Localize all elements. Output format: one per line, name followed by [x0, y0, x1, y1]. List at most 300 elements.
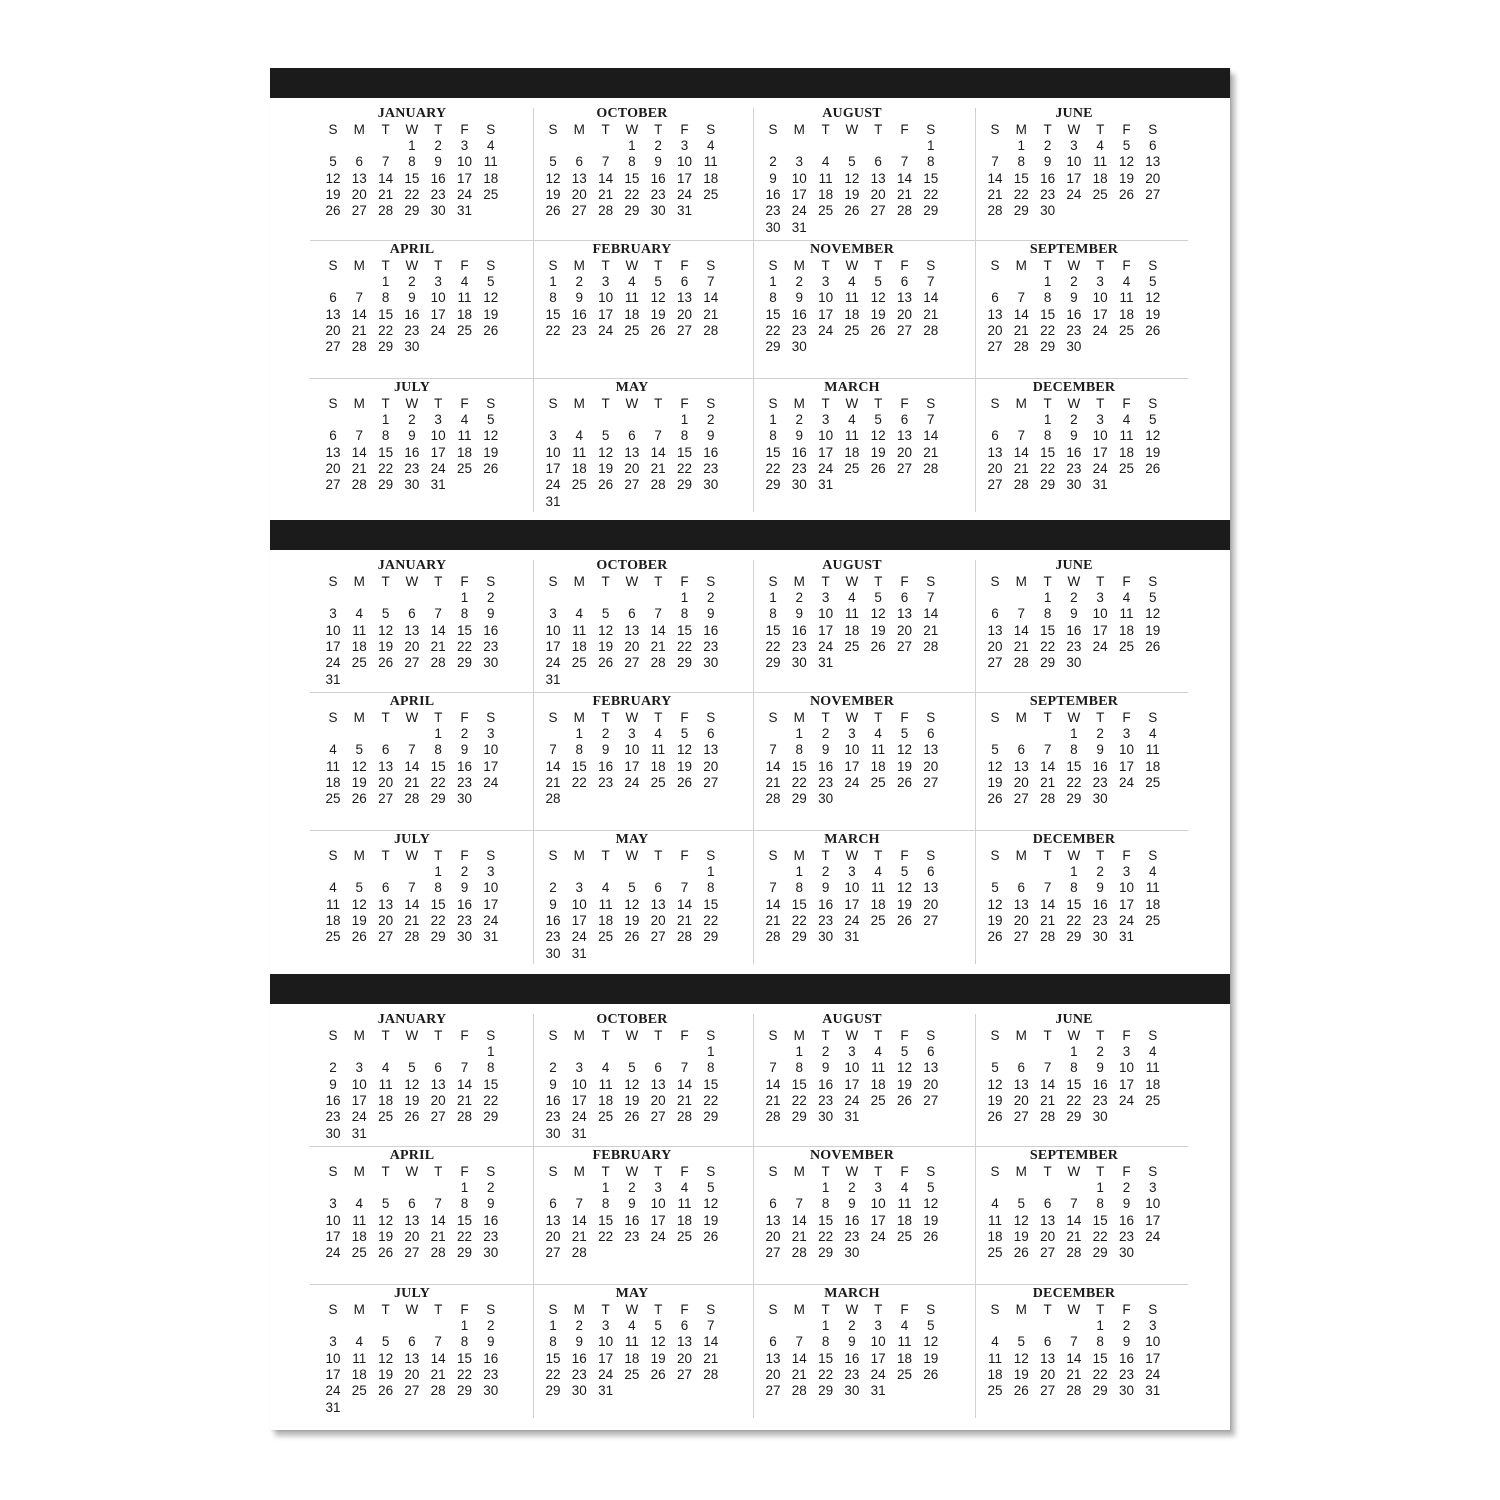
day-cell[interactable]: 27 — [987, 477, 1003, 493]
day-cell[interactable]: 2 — [1096, 864, 1104, 879]
day-cell[interactable]: 1 — [549, 1318, 557, 1333]
day-cell[interactable]: 24 — [1118, 1092, 1135, 1108]
day-cell[interactable]: 25 — [1092, 186, 1108, 202]
day-cell[interactable]: 11 — [1119, 428, 1134, 444]
day-cell[interactable]: 9 — [628, 1196, 636, 1212]
day-cell[interactable]: 23 — [765, 203, 781, 219]
day-cell[interactable]: 20 — [1013, 912, 1029, 928]
day-cell[interactable]: 22 — [1066, 1092, 1082, 1108]
day-cell[interactable]: 25 — [1145, 1092, 1161, 1108]
day-cell[interactable]: 25 — [844, 638, 860, 654]
day-cell[interactable]: 10 — [676, 154, 693, 170]
day-cell[interactable]: 24 — [483, 912, 499, 928]
day-cell[interactable]: 24 — [870, 1366, 886, 1382]
day-cell[interactable]: 11 — [1145, 742, 1160, 758]
day-cell[interactable]: 25 — [598, 929, 614, 945]
day-cell[interactable]: 13 — [1145, 154, 1161, 170]
day-cell[interactable]: 10 — [456, 154, 473, 170]
day-cell[interactable]: 16 — [624, 1212, 640, 1228]
day-cell[interactable]: 12 — [896, 742, 913, 758]
day-cell[interactable]: 27 — [923, 774, 939, 790]
day-cell[interactable]: 24 — [791, 203, 807, 219]
day-cell[interactable]: 21 — [351, 322, 367, 338]
day-cell[interactable]: 17 — [1145, 1350, 1161, 1366]
day-cell[interactable]: 6 — [1043, 1334, 1052, 1350]
day-cell[interactable]: 4 — [1122, 590, 1131, 605]
day-cell[interactable]: 3 — [355, 1060, 364, 1076]
day-cell[interactable]: 2 — [575, 274, 584, 289]
day-cell[interactable]: 14 — [571, 1212, 587, 1228]
day-cell[interactable]: 11 — [378, 1076, 393, 1092]
day-cell[interactable]: 16 — [1066, 306, 1082, 322]
day-cell[interactable]: 12 — [650, 1334, 666, 1350]
day-cell[interactable]: 24 — [844, 912, 860, 928]
day-cell[interactable]: 26 — [378, 1245, 394, 1261]
day-cell[interactable]: 30 — [703, 477, 719, 493]
day-cell[interactable]: 21 — [791, 1228, 807, 1244]
day-cell[interactable]: 10 — [870, 1196, 886, 1212]
day-cell[interactable]: 24 — [818, 322, 834, 338]
day-cell[interactable]: 8 — [628, 154, 636, 170]
day-cell[interactable]: 6 — [900, 274, 909, 289]
day-cell[interactable]: 27 — [703, 774, 719, 790]
day-cell[interactable]: 27 — [1040, 1245, 1056, 1261]
day-cell[interactable]: 19 — [1013, 1228, 1029, 1244]
day-cell[interactable]: 21 — [987, 186, 1003, 202]
day-cell[interactable]: 11 — [844, 606, 859, 622]
day-cell[interactable]: 2 — [408, 274, 416, 289]
day-cell[interactable]: 1 — [707, 864, 715, 879]
day-cell[interactable]: 26 — [987, 1109, 1003, 1125]
day-cell[interactable]: 11 — [651, 742, 666, 758]
day-cell[interactable]: 9 — [1096, 1060, 1104, 1076]
day-cell[interactable]: 22 — [378, 460, 394, 476]
day-cell[interactable]: 12 — [1145, 428, 1161, 444]
day-cell[interactable]: 5 — [927, 1180, 935, 1195]
day-cell[interactable]: 24 — [870, 1228, 886, 1244]
day-cell[interactable]: 15 — [1066, 1076, 1082, 1092]
day-cell[interactable]: 2 — [1070, 590, 1078, 605]
day-cell[interactable]: 18 — [844, 622, 860, 638]
day-cell[interactable]: 12 — [896, 880, 913, 896]
day-cell[interactable]: 16 — [1118, 1212, 1135, 1228]
day-cell[interactable]: 8 — [460, 1334, 469, 1350]
day-cell[interactable]: 3 — [848, 726, 856, 741]
day-cell[interactable]: 19 — [624, 1092, 640, 1108]
day-cell[interactable]: 22 — [404, 186, 420, 202]
day-cell[interactable]: 16 — [791, 306, 807, 322]
day-cell[interactable]: 20 — [896, 622, 913, 638]
day-cell[interactable]: 18 — [1118, 444, 1135, 460]
day-cell[interactable]: 5 — [487, 274, 495, 289]
day-cell[interactable]: 14 — [650, 622, 666, 638]
day-cell[interactable]: 6 — [329, 428, 337, 444]
day-cell[interactable]: 12 — [896, 1060, 913, 1076]
day-cell[interactable]: 30 — [456, 791, 473, 807]
day-cell[interactable]: 26 — [896, 1092, 913, 1108]
day-cell[interactable]: 6 — [1017, 1060, 1026, 1076]
day-cell[interactable]: 1 — [680, 590, 689, 605]
day-cell[interactable]: 15 — [404, 170, 420, 186]
day-cell[interactable]: 11 — [457, 428, 472, 444]
day-cell[interactable]: 7 — [707, 1318, 715, 1333]
day-cell[interactable]: 10 — [1066, 154, 1082, 170]
day-cell[interactable]: 13 — [896, 428, 913, 444]
day-cell[interactable]: 8 — [601, 1196, 610, 1212]
day-cell[interactable]: 14 — [1040, 758, 1056, 774]
day-cell[interactable]: 23 — [1066, 322, 1082, 338]
day-cell[interactable]: 22 — [1013, 186, 1029, 202]
day-cell[interactable]: 10 — [818, 428, 834, 444]
day-cell[interactable]: 17 — [545, 460, 561, 476]
day-cell[interactable]: 27 — [624, 655, 640, 671]
day-cell[interactable]: 21 — [456, 1092, 473, 1108]
day-cell[interactable]: 18 — [1145, 896, 1161, 912]
day-cell[interactable]: 16 — [483, 1350, 499, 1366]
day-cell[interactable]: 2 — [460, 726, 469, 741]
day-cell[interactable]: 7 — [769, 742, 777, 758]
day-cell[interactable]: 14 — [650, 444, 666, 460]
day-cell[interactable]: 3 — [1096, 412, 1104, 427]
day-cell[interactable]: 7 — [408, 880, 416, 896]
day-cell[interactable]: 30 — [791, 655, 807, 671]
day-cell[interactable]: 3 — [487, 726, 495, 741]
day-cell[interactable]: 27 — [404, 1245, 420, 1261]
day-cell[interactable]: 28 — [650, 477, 666, 493]
day-cell[interactable]: 4 — [900, 1318, 909, 1333]
day-cell[interactable]: 31 — [818, 477, 834, 493]
day-cell[interactable]: 24 — [325, 655, 341, 671]
day-cell[interactable]: 11 — [844, 290, 859, 306]
day-cell[interactable]: 29 — [1040, 477, 1056, 493]
day-cell[interactable]: 29 — [456, 1383, 473, 1399]
day-cell[interactable]: 1 — [1043, 412, 1052, 427]
day-cell[interactable]: 2 — [821, 1044, 830, 1059]
day-cell[interactable]: 13 — [650, 1076, 666, 1092]
day-cell[interactable]: 8 — [769, 606, 777, 622]
day-cell[interactable]: 28 — [430, 1245, 446, 1261]
day-cell[interactable]: 21 — [923, 622, 939, 638]
day-cell[interactable]: 15 — [923, 170, 939, 186]
day-cell[interactable]: 13 — [923, 742, 939, 758]
day-cell[interactable]: 9 — [795, 428, 804, 444]
day-cell[interactable]: 18 — [1145, 1076, 1161, 1092]
day-cell[interactable]: 6 — [927, 864, 935, 879]
day-cell[interactable]: 27 — [870, 203, 886, 219]
day-cell[interactable]: 6 — [549, 1196, 557, 1212]
day-cell[interactable]: 13 — [896, 290, 913, 306]
day-cell[interactable]: 20 — [1040, 1228, 1056, 1244]
day-cell[interactable]: 3 — [1070, 138, 1078, 153]
day-cell[interactable]: 15 — [430, 896, 446, 912]
day-cell[interactable]: 14 — [1066, 1212, 1082, 1228]
day-cell[interactable]: 10 — [598, 1334, 614, 1350]
day-cell[interactable]: 28 — [765, 929, 781, 945]
day-cell[interactable]: 13 — [325, 444, 341, 460]
day-cell[interactable]: 30 — [791, 477, 807, 493]
day-cell[interactable]: 30 — [483, 1245, 499, 1261]
day-cell[interactable]: 4 — [654, 726, 662, 741]
day-cell[interactable]: 4 — [874, 1044, 882, 1059]
day-cell[interactable]: 22 — [765, 322, 781, 338]
day-cell[interactable]: 3 — [575, 880, 584, 896]
day-cell[interactable]: 11 — [457, 290, 472, 306]
day-cell[interactable]: 25 — [987, 1245, 1003, 1261]
day-cell[interactable]: 15 — [545, 1350, 561, 1366]
day-cell[interactable]: 8 — [1017, 154, 1026, 170]
day-cell[interactable]: 8 — [707, 880, 715, 896]
day-cell[interactable]: 26 — [624, 929, 640, 945]
day-cell[interactable]: 28 — [404, 791, 420, 807]
day-cell[interactable]: 1 — [460, 1318, 469, 1333]
day-cell[interactable]: 3 — [434, 274, 442, 289]
day-cell[interactable]: 20 — [378, 774, 394, 790]
day-cell[interactable]: 20 — [1040, 1366, 1056, 1382]
day-cell[interactable]: 25 — [325, 929, 341, 945]
day-cell[interactable]: 25 — [844, 322, 860, 338]
day-cell[interactable]: 19 — [870, 306, 886, 322]
day-cell[interactable]: 11 — [483, 154, 498, 170]
day-cell[interactable]: 2 — [487, 590, 495, 605]
day-cell[interactable]: 3 — [821, 412, 830, 427]
day-cell[interactable]: 15 — [456, 1350, 473, 1366]
day-cell[interactable]: 3 — [1096, 590, 1104, 605]
day-cell[interactable]: 19 — [545, 186, 561, 202]
day-cell[interactable]: 16 — [1092, 1076, 1108, 1092]
day-cell[interactable]: 5 — [1149, 274, 1157, 289]
day-cell[interactable]: 17 — [430, 306, 446, 322]
day-cell[interactable]: 13 — [896, 606, 913, 622]
day-cell[interactable]: 29 — [791, 791, 807, 807]
day-cell[interactable]: 3 — [680, 138, 689, 153]
day-cell[interactable]: 4 — [874, 864, 882, 879]
day-cell[interactable]: 4 — [487, 138, 495, 153]
day-cell[interactable]: 26 — [483, 460, 499, 476]
day-cell[interactable]: 21 — [404, 774, 420, 790]
day-cell[interactable]: 12 — [378, 1212, 394, 1228]
day-cell[interactable]: 22 — [430, 912, 446, 928]
day-cell[interactable]: 1 — [769, 274, 777, 289]
day-cell[interactable]: 6 — [927, 726, 935, 741]
day-cell[interactable]: 5 — [848, 154, 856, 170]
day-cell[interactable]: 3 — [654, 1180, 662, 1195]
day-cell[interactable]: 19 — [598, 638, 614, 654]
day-cell[interactable]: 28 — [703, 322, 719, 338]
day-cell[interactable]: 6 — [408, 606, 416, 622]
day-cell[interactable]: 9 — [848, 1334, 856, 1350]
day-cell[interactable]: 21 — [765, 912, 781, 928]
day-cell[interactable]: 27 — [676, 322, 693, 338]
day-cell[interactable]: 13 — [703, 742, 719, 758]
day-cell[interactable]: 17 — [676, 170, 693, 186]
day-cell[interactable]: 10 — [650, 1196, 666, 1212]
day-cell[interactable]: 7 — [654, 428, 662, 444]
day-cell[interactable]: 21 — [1040, 774, 1056, 790]
day-cell[interactable]: 31 — [1145, 1383, 1161, 1399]
day-cell[interactable]: 9 — [549, 1076, 557, 1092]
day-cell[interactable]: 30 — [545, 945, 561, 961]
day-cell[interactable]: 19 — [378, 638, 394, 654]
day-cell[interactable]: 29 — [791, 1109, 807, 1125]
day-cell[interactable]: 24 — [430, 460, 446, 476]
day-cell[interactable]: 17 — [1118, 758, 1135, 774]
day-cell[interactable]: 26 — [1145, 460, 1161, 476]
day-cell[interactable]: 21 — [1040, 1092, 1056, 1108]
day-cell[interactable]: 17 — [456, 170, 473, 186]
day-cell[interactable]: 27 — [430, 1109, 446, 1125]
day-cell[interactable]: 5 — [707, 1180, 715, 1195]
day-cell[interactable]: 26 — [378, 1383, 394, 1399]
day-cell[interactable]: 17 — [1118, 1076, 1135, 1092]
day-cell[interactable]: 22 — [456, 1366, 473, 1382]
day-cell[interactable]: 13 — [351, 170, 367, 186]
day-cell[interactable]: 18 — [598, 912, 614, 928]
day-cell[interactable]: 7 — [654, 606, 662, 622]
day-cell[interactable]: 23 — [844, 1366, 860, 1382]
day-cell[interactable]: 30 — [844, 1383, 860, 1399]
day-cell[interactable]: 13 — [923, 880, 939, 896]
day-cell[interactable]: 7 — [707, 274, 715, 289]
day-cell[interactable]: 29 — [1066, 1109, 1082, 1125]
day-cell[interactable]: 22 — [571, 774, 587, 790]
day-cell[interactable]: 17 — [1092, 622, 1108, 638]
day-cell[interactable]: 9 — [460, 880, 469, 896]
day-cell[interactable]: 15 — [598, 1212, 614, 1228]
day-cell[interactable]: 9 — [848, 1196, 856, 1212]
day-cell[interactable]: 11 — [1119, 290, 1134, 306]
day-cell[interactable]: 25 — [844, 460, 860, 476]
day-cell[interactable]: 8 — [408, 154, 416, 170]
day-cell[interactable]: 7 — [434, 606, 442, 622]
day-cell[interactable]: 31 — [325, 671, 341, 687]
day-cell[interactable]: 19 — [896, 758, 913, 774]
day-cell[interactable]: 6 — [1149, 138, 1157, 153]
day-cell[interactable]: 7 — [795, 1334, 804, 1350]
day-cell[interactable]: 9 — [575, 290, 584, 306]
day-cell[interactable]: 4 — [601, 1060, 610, 1076]
day-cell[interactable]: 15 — [1092, 1350, 1108, 1366]
day-cell[interactable]: 14 — [765, 1076, 781, 1092]
day-cell[interactable]: 25 — [378, 1109, 394, 1125]
day-cell[interactable]: 14 — [676, 1076, 693, 1092]
day-cell[interactable]: 26 — [923, 1366, 939, 1382]
day-cell[interactable]: 25 — [351, 655, 367, 671]
day-cell[interactable]: 9 — [1070, 290, 1078, 306]
day-cell[interactable]: 9 — [707, 428, 715, 444]
day-cell[interactable]: 9 — [654, 154, 662, 170]
day-cell[interactable]: 4 — [991, 1334, 999, 1350]
day-cell[interactable]: 12 — [483, 428, 499, 444]
day-cell[interactable]: 2 — [434, 138, 442, 153]
day-cell[interactable]: 9 — [329, 1076, 337, 1092]
day-cell[interactable]: 15 — [456, 622, 473, 638]
day-cell[interactable]: 8 — [821, 1334, 830, 1350]
day-cell[interactable]: 18 — [870, 1076, 886, 1092]
day-cell[interactable]: 20 — [325, 460, 341, 476]
day-cell[interactable]: 6 — [991, 428, 999, 444]
day-cell[interactable]: 28 — [791, 1245, 807, 1261]
day-cell[interactable]: 10 — [598, 290, 614, 306]
day-cell[interactable]: 19 — [624, 912, 640, 928]
day-cell[interactable]: 13 — [1040, 1350, 1056, 1366]
day-cell[interactable]: 5 — [1149, 412, 1157, 427]
day-cell[interactable]: 31 — [325, 1399, 341, 1415]
day-cell[interactable]: 9 — [434, 154, 442, 170]
day-cell[interactable]: 29 — [483, 1109, 499, 1125]
day-cell[interactable]: 27 — [650, 929, 666, 945]
day-cell[interactable]: 18 — [676, 1212, 693, 1228]
day-cell[interactable]: 10 — [1118, 742, 1135, 758]
day-cell[interactable]: 5 — [1149, 590, 1157, 605]
day-cell[interactable]: 15 — [676, 444, 693, 460]
day-cell[interactable]: 6 — [1017, 742, 1026, 758]
day-cell[interactable]: 28 — [571, 1245, 587, 1261]
day-cell[interactable]: 7 — [900, 154, 909, 170]
day-cell[interactable]: 31 — [545, 493, 561, 509]
day-cell[interactable]: 13 — [987, 306, 1003, 322]
day-cell[interactable]: 23 — [1092, 774, 1108, 790]
day-cell[interactable]: 15 — [791, 758, 807, 774]
day-cell[interactable]: 29 — [378, 339, 394, 355]
day-cell[interactable]: 4 — [848, 590, 856, 605]
day-cell[interactable]: 4 — [1149, 864, 1157, 879]
day-cell[interactable]: 8 — [821, 1196, 830, 1212]
day-cell[interactable]: 3 — [874, 1318, 882, 1333]
day-cell[interactable]: 20 — [404, 1366, 420, 1382]
day-cell[interactable]: 19 — [483, 306, 499, 322]
day-cell[interactable]: 9 — [601, 742, 610, 758]
day-cell[interactable]: 18 — [1145, 758, 1161, 774]
day-cell[interactable]: 12 — [325, 170, 341, 186]
day-cell[interactable]: 9 — [1070, 606, 1078, 622]
day-cell[interactable]: 14 — [765, 758, 781, 774]
day-cell[interactable]: 13 — [987, 444, 1003, 460]
day-cell[interactable]: 7 — [434, 1196, 442, 1212]
day-cell[interactable]: 17 — [325, 1228, 341, 1244]
day-cell[interactable]: 16 — [703, 622, 719, 638]
day-cell[interactable]: 27 — [1040, 1383, 1056, 1399]
day-cell[interactable]: 16 — [1040, 170, 1056, 186]
day-cell[interactable]: 7 — [680, 880, 689, 896]
day-cell[interactable]: 28 — [1040, 929, 1056, 945]
day-cell[interactable]: 24 — [571, 1109, 587, 1125]
day-cell[interactable]: 1 — [680, 412, 689, 427]
day-cell[interactable]: 17 — [571, 912, 587, 928]
day-cell[interactable]: 3 — [575, 1060, 584, 1076]
day-cell[interactable]: 26 — [650, 1366, 666, 1382]
day-cell[interactable]: 17 — [571, 1092, 587, 1108]
day-cell[interactable]: 3 — [601, 274, 610, 289]
day-cell[interactable]: 22 — [765, 638, 781, 654]
day-cell[interactable]: 31 — [545, 671, 561, 687]
day-cell[interactable]: 30 — [325, 1125, 341, 1141]
day-cell[interactable]: 15 — [818, 1350, 834, 1366]
day-cell[interactable]: 27 — [1013, 791, 1029, 807]
day-cell[interactable]: 23 — [1092, 912, 1108, 928]
day-cell[interactable]: 26 — [650, 322, 666, 338]
day-cell[interactable]: 16 — [571, 306, 587, 322]
day-cell[interactable]: 7 — [355, 428, 364, 444]
day-cell[interactable]: 8 — [1070, 1060, 1078, 1076]
day-cell[interactable]: 7 — [575, 1196, 584, 1212]
day-cell[interactable]: 19 — [1013, 1366, 1029, 1382]
day-cell[interactable]: 14 — [545, 758, 561, 774]
day-cell[interactable]: 1 — [769, 412, 777, 427]
day-cell[interactable]: 6 — [927, 1044, 935, 1059]
day-cell[interactable]: 25 — [571, 655, 587, 671]
day-cell[interactable]: 4 — [460, 412, 469, 427]
day-cell[interactable]: 22 — [430, 774, 446, 790]
